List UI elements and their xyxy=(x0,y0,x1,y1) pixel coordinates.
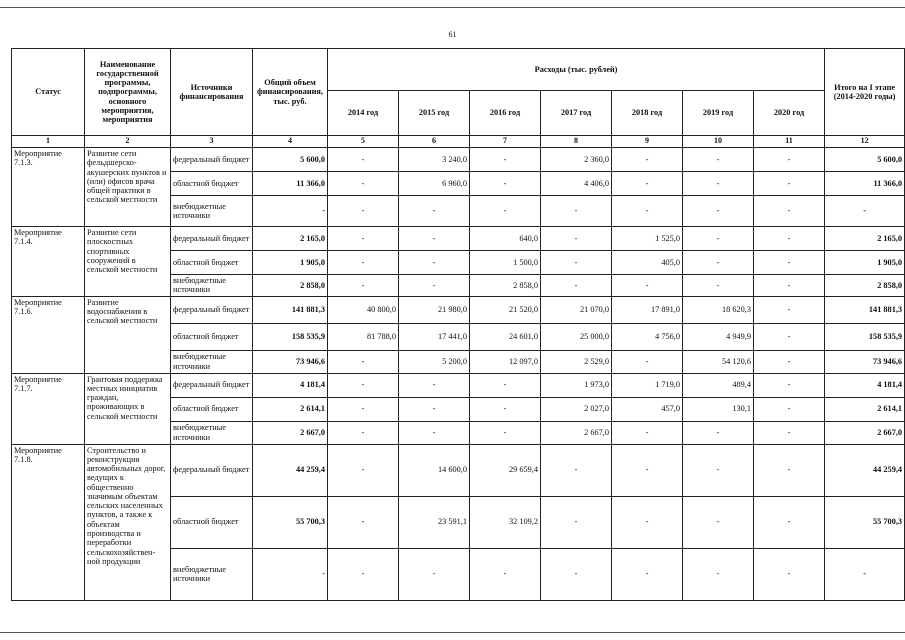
total-funding: 2 614,1 xyxy=(253,397,328,421)
year-expense: - xyxy=(328,171,399,195)
year-expense: - xyxy=(683,548,754,600)
stage-total: - xyxy=(825,195,905,226)
year-expense: - xyxy=(612,147,683,171)
year-expense: - xyxy=(328,147,399,171)
header-expenses: Расходы (тыс. рублей) xyxy=(328,49,825,91)
header-status: Статус xyxy=(12,49,85,136)
funding-source: федеральный бюджет xyxy=(171,373,253,397)
financing-table xyxy=(11,48,905,601)
table-row xyxy=(12,444,905,496)
year-expense: - xyxy=(612,274,683,296)
year-expense: 457,0 xyxy=(612,397,683,421)
year-expense: - xyxy=(612,171,683,195)
funding-source: внебюджетные источники xyxy=(171,421,253,444)
column-number-row xyxy=(12,136,905,148)
funding-source: областной бюджет xyxy=(171,250,253,274)
total-funding: 55 700,3 xyxy=(253,496,328,548)
year-expense: 54 120,6 xyxy=(683,350,754,373)
stage-total: 44 259,4 xyxy=(825,444,905,496)
year-expense: - xyxy=(754,274,825,296)
year-expense: - xyxy=(754,548,825,600)
table-row xyxy=(12,373,905,397)
year-expense: 405,0 xyxy=(612,250,683,274)
funding-source: внебюджетные источники xyxy=(171,274,253,296)
year-expense: 23 591,1 xyxy=(399,496,470,548)
year-expense: 18 620,3 xyxy=(683,296,754,323)
year-expense: 25 000,0 xyxy=(541,323,612,350)
year-expense: 21 520,0 xyxy=(470,296,541,323)
year-expense: - xyxy=(328,274,399,296)
year-expense: - xyxy=(541,444,612,496)
year-expense: 4 949,9 xyxy=(683,323,754,350)
column-number: 4 xyxy=(253,136,328,148)
year-expense: - xyxy=(470,373,541,397)
year-expense: - xyxy=(541,548,612,600)
activity-name: Развитие сети плоскостных спортивных сооружений в сельской местности xyxy=(85,226,171,296)
total-funding: 141 881,3 xyxy=(253,296,328,323)
year-expense: - xyxy=(754,250,825,274)
table-row xyxy=(12,296,905,323)
column-number: 7 xyxy=(470,136,541,148)
year-expense: 489,4 xyxy=(683,373,754,397)
year-expense: - xyxy=(683,195,754,226)
year-expense: - xyxy=(612,195,683,226)
total-funding: 4 181,4 xyxy=(253,373,328,397)
year-expense: - xyxy=(328,350,399,373)
total-funding: 158 535,9 xyxy=(253,323,328,350)
year-expense: - xyxy=(541,250,612,274)
year-expense: 32 109,2 xyxy=(470,496,541,548)
year-expense: - xyxy=(399,373,470,397)
year-expense: - xyxy=(541,496,612,548)
total-funding: 11 366,0 xyxy=(253,171,328,195)
year-expense: 1 525,0 xyxy=(612,226,683,250)
year-expense: 6 960,0 xyxy=(399,171,470,195)
funding-source: областной бюджет xyxy=(171,171,253,195)
activity-status: Мероприятие 7.1.3. xyxy=(12,147,85,226)
year-expense: 4 406,0 xyxy=(541,171,612,195)
year-expense: - xyxy=(754,147,825,171)
year-expense: - xyxy=(683,421,754,444)
year-expense: - xyxy=(328,226,399,250)
year-expense: 29 659,4 xyxy=(470,444,541,496)
activity-status: Мероприятие 7.1.8. xyxy=(12,444,85,600)
activity-name: Развитие сети фельдшерско-акушерских пунктов и (или) офисов врача общей практики в сельской местности xyxy=(85,147,171,226)
funding-source: областной бюджет xyxy=(171,323,253,350)
stage-total: 141 881,3 xyxy=(825,296,905,323)
year-expense: 2 858,0 xyxy=(470,274,541,296)
year-expense: - xyxy=(399,226,470,250)
activity-status: Мероприятие 7.1.4. xyxy=(12,226,85,296)
total-funding: 2 667,0 xyxy=(253,421,328,444)
total-funding: 5 600,0 xyxy=(253,147,328,171)
year-expense: - xyxy=(754,421,825,444)
year-expense: - xyxy=(683,274,754,296)
year-expense: - xyxy=(683,250,754,274)
year-expense: 4 756,0 xyxy=(612,323,683,350)
stage-total: 4 181,4 xyxy=(825,373,905,397)
funding-source: федеральный бюджет xyxy=(171,444,253,496)
funding-source: внебюджетные источники xyxy=(171,548,253,600)
year-expense: - xyxy=(754,444,825,496)
year-expense: - xyxy=(612,496,683,548)
stage-total: 158 535,9 xyxy=(825,323,905,350)
year-expense: 2 667,0 xyxy=(541,421,612,444)
year-expense: - xyxy=(328,548,399,600)
total-funding: 2 165,0 xyxy=(253,226,328,250)
activity-name: Строительство и реконструкция автомобильных дорог, ведущих к общественно значимым объектам сельских населенных пунктов, а также к объектам производства и переработки сельскохозяйствен-ной продукции xyxy=(85,444,171,600)
year-expense: - xyxy=(612,421,683,444)
year-expense: 81 788,0 xyxy=(328,323,399,350)
year-expense: - xyxy=(683,444,754,496)
column-number: 12 xyxy=(825,136,905,148)
total-funding: 73 946,6 xyxy=(253,350,328,373)
year-expense: - xyxy=(328,496,399,548)
year-expense: 12 097,0 xyxy=(470,350,541,373)
column-number: 2 xyxy=(85,136,171,148)
year-expense: - xyxy=(470,195,541,226)
funding-source: федеральный бюджет xyxy=(171,147,253,171)
header-sources: Источники финансирования xyxy=(171,49,253,136)
column-number: 8 xyxy=(541,136,612,148)
total-funding: - xyxy=(253,548,328,600)
year-expense: - xyxy=(399,274,470,296)
year-expense: - xyxy=(754,350,825,373)
total-funding: 1 905,0 xyxy=(253,250,328,274)
funding-source: областной бюджет xyxy=(171,496,253,548)
year-expense: 130,1 xyxy=(683,397,754,421)
year-expense: - xyxy=(399,397,470,421)
stage-total: 2 858,0 xyxy=(825,274,905,296)
year-expense: - xyxy=(470,397,541,421)
table-row xyxy=(12,147,905,171)
year-expense: - xyxy=(328,397,399,421)
year-expense: - xyxy=(683,171,754,195)
header-year: 2020 год xyxy=(754,91,825,136)
total-funding: - xyxy=(253,195,328,226)
activity-name: Грантовая поддержка местных инициатив граждан, проживающих в сельской местности xyxy=(85,373,171,444)
year-expense: - xyxy=(470,171,541,195)
year-expense: 2 360,0 xyxy=(541,147,612,171)
header-year: 2018 год xyxy=(612,91,683,136)
column-number: 1 xyxy=(12,136,85,148)
year-expense: 14 600,0 xyxy=(399,444,470,496)
year-expense: - xyxy=(612,444,683,496)
year-expense: - xyxy=(328,444,399,496)
year-expense: - xyxy=(754,323,825,350)
stage-total: 2 165,0 xyxy=(825,226,905,250)
column-number: 9 xyxy=(612,136,683,148)
year-expense: 2 027,0 xyxy=(541,397,612,421)
column-number: 6 xyxy=(399,136,470,148)
year-expense: - xyxy=(328,421,399,444)
stage-total: 55 700,3 xyxy=(825,496,905,548)
year-expense: 21 070,0 xyxy=(541,296,612,323)
total-funding: 2 858,0 xyxy=(253,274,328,296)
year-expense: - xyxy=(683,496,754,548)
year-expense: - xyxy=(541,195,612,226)
activity-status: Мероприятие 7.1.7. xyxy=(12,373,85,444)
year-expense: - xyxy=(399,548,470,600)
stage-total: 2 667,0 xyxy=(825,421,905,444)
year-expense: 40 800,0 xyxy=(328,296,399,323)
funding-source: федеральный бюджет xyxy=(171,226,253,250)
header-stage-total: Итого на I этапе (2014-2020 годы) xyxy=(825,49,905,136)
stage-total: 11 366,0 xyxy=(825,171,905,195)
column-number: 10 xyxy=(683,136,754,148)
year-expense: - xyxy=(754,397,825,421)
total-funding: 44 259,4 xyxy=(253,444,328,496)
year-expense: - xyxy=(754,171,825,195)
stage-total: - xyxy=(825,548,905,600)
year-expense: 17 891,0 xyxy=(612,296,683,323)
header-name: Наименование государственной программы, подпрограммы, основного мероприятия, мероприятия xyxy=(85,49,171,136)
year-expense: 3 240,0 xyxy=(399,147,470,171)
year-expense: - xyxy=(399,195,470,226)
year-expense: 1 500,0 xyxy=(470,250,541,274)
year-expense: - xyxy=(754,373,825,397)
header-year: 2017 год xyxy=(541,91,612,136)
header-total: Общий объем финансирования, тыс. руб. xyxy=(253,49,328,136)
year-expense: 1 719,0 xyxy=(612,373,683,397)
year-expense: 24 601,0 xyxy=(470,323,541,350)
year-expense: - xyxy=(328,250,399,274)
year-expense: - xyxy=(754,195,825,226)
year-expense: - xyxy=(470,421,541,444)
header-year: 2014 год xyxy=(328,91,399,136)
stage-total: 2 614,1 xyxy=(825,397,905,421)
year-expense: 17 441,0 xyxy=(399,323,470,350)
page-number: 61 xyxy=(448,30,457,39)
year-expense: 21 980,0 xyxy=(399,296,470,323)
header-year: 2015 год xyxy=(399,91,470,136)
table-body xyxy=(12,147,905,600)
column-number: 3 xyxy=(171,136,253,148)
year-expense: - xyxy=(754,496,825,548)
year-expense: - xyxy=(683,226,754,250)
stage-total: 73 946,6 xyxy=(825,350,905,373)
table-row xyxy=(12,226,905,250)
year-expense: - xyxy=(399,250,470,274)
year-expense: 5 200,0 xyxy=(399,350,470,373)
funding-source: областной бюджет xyxy=(171,397,253,421)
header-year: 2019 год xyxy=(683,91,754,136)
funding-source: федеральный бюджет xyxy=(171,296,253,323)
year-expense: - xyxy=(328,195,399,226)
year-expense: 640,0 xyxy=(470,226,541,250)
activity-status: Мероприятие 7.1.6. xyxy=(12,296,85,373)
stage-total: 5 600,0 xyxy=(825,147,905,171)
year-expense: - xyxy=(328,373,399,397)
year-expense: - xyxy=(754,296,825,323)
funding-source: внебюджетные источники xyxy=(171,350,253,373)
page-top-edge xyxy=(0,7,905,8)
year-expense: - xyxy=(399,421,470,444)
year-expense: - xyxy=(470,548,541,600)
year-expense: 2 529,0 xyxy=(541,350,612,373)
year-expense: 1 973,0 xyxy=(541,373,612,397)
year-expense: - xyxy=(683,147,754,171)
column-number: 11 xyxy=(754,136,825,148)
page-bottom-edge xyxy=(0,632,905,633)
year-expense: - xyxy=(754,226,825,250)
year-expense: - xyxy=(612,350,683,373)
header-year: 2016 год xyxy=(470,91,541,136)
stage-total: 1 905,0 xyxy=(825,250,905,274)
funding-source: внебюджетные источники xyxy=(171,195,253,226)
year-expense: - xyxy=(470,147,541,171)
column-number: 5 xyxy=(328,136,399,148)
activity-name: Развитие водоснабжения в сельской местности xyxy=(85,296,171,373)
year-expense: - xyxy=(541,226,612,250)
year-expense: - xyxy=(541,274,612,296)
year-expense: - xyxy=(612,548,683,600)
